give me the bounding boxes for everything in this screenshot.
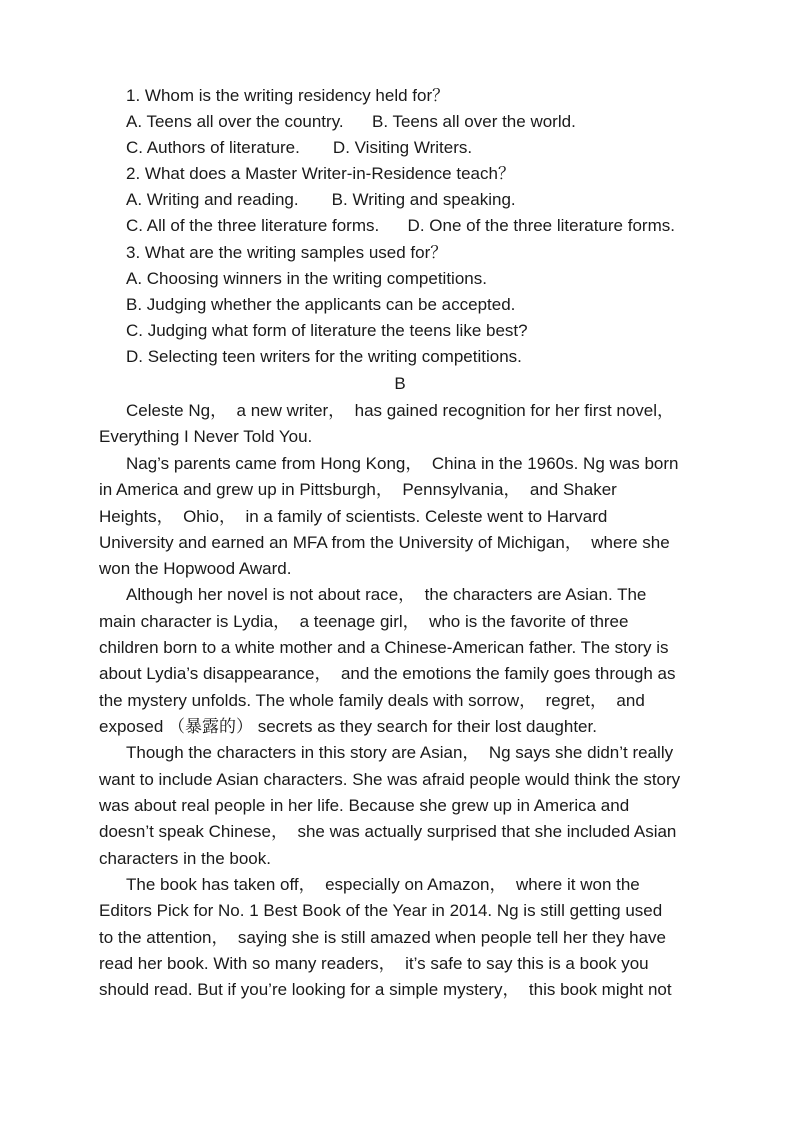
passage-line: main character is Lydia， a teenage girl， who is the favorite of three — [99, 612, 629, 631]
passage-line: Nag’s parents came from Hong Kong， China in the 1960s. Ng was born — [126, 454, 679, 473]
passage-line: want to include Asian characters. She was afraid people would think the story — [99, 770, 681, 789]
passage-line: The book has taken off， especially on Amazon， where it won the — [126, 875, 640, 894]
passage-line: was about real people in her life. Because she grew up in America and — [99, 796, 630, 815]
question-1-options-cd: C. Authors of literature. D. Visiting Writers. — [126, 138, 473, 157]
question-1-options-ab: A. Teens all over the country. B. Teens all over the world. — [126, 112, 576, 131]
passage-line: won the Hopwood Award. — [99, 559, 292, 578]
passage-line: Celeste Ng， a new writer， has gained recognition for her first novel， — [126, 401, 675, 420]
passage-line: the mystery unfolds. The whole family deals with sorrow， regret， and — [99, 691, 645, 710]
question-3-option-c: C. Judging what form of literature the teens like best? — [126, 321, 528, 340]
section-heading: B — [394, 374, 406, 393]
question-2-options-ab: A. Writing and reading. B. Writing and speaking. — [126, 190, 516, 209]
question-1-stem: 1. Whom is the writing residency held for？ — [126, 86, 450, 105]
passage-line: characters in the book. — [99, 849, 271, 868]
passage-line: Everything I Never Told You. — [99, 427, 313, 446]
question-3-option-a: A. Choosing winners in the writing competitions. — [126, 269, 487, 288]
passage-line: in America and grew up in Pittsburgh， Pennsylvania， and Shaker — [99, 480, 617, 499]
question-2-stem: 2. What does a Master Writer-in-Residence teach？ — [126, 164, 515, 183]
passage-line: read her book. With so many readers， it’s safe to say this is a book you — [99, 954, 649, 973]
passage-line: Editors Pick for No. 1 Best Book of the Year in 2014. Ng is still getting used — [99, 901, 663, 920]
passage-line: University and earned an MFA from the University of Michigan， where she — [99, 533, 670, 552]
passage-line: Heights， Ohio， in a family of scientists. Celeste went to Harvard — [99, 507, 608, 526]
question-2-options-cd: C. All of the three literature forms. D. One of the three literature forms. — [126, 216, 675, 235]
question-3-option-d: D. Selecting teen writers for the writing competitions. — [126, 347, 522, 366]
passage-line: children born to a white mother and a Chinese-American father. The story is — [99, 638, 669, 657]
passage-line: exposed （暴露的） secrets as they search for their lost daughter. — [99, 717, 597, 736]
question-3-option-b: B. Judging whether the applicants can be accepted. — [126, 295, 516, 314]
passage-line: about Lydia’s disappearance， and the emotions the family goes through as — [99, 664, 676, 683]
passage-line: should read. But if you’re looking for a simple mystery， this book might not — [99, 980, 672, 999]
passage-line: to the attention， saying she is still amazed when people tell her they have — [99, 928, 667, 947]
passage-line: doesn’t speak Chinese， she was actually surprised that she included Asian — [99, 822, 677, 841]
passage-line: Though the characters in this story are Asian， Ng says she didn’t really — [126, 743, 674, 762]
passage-line: Although her novel is not about race， the characters are Asian. The — [126, 585, 647, 604]
question-3-stem: 3. What are the writing samples used for？ — [126, 243, 448, 262]
